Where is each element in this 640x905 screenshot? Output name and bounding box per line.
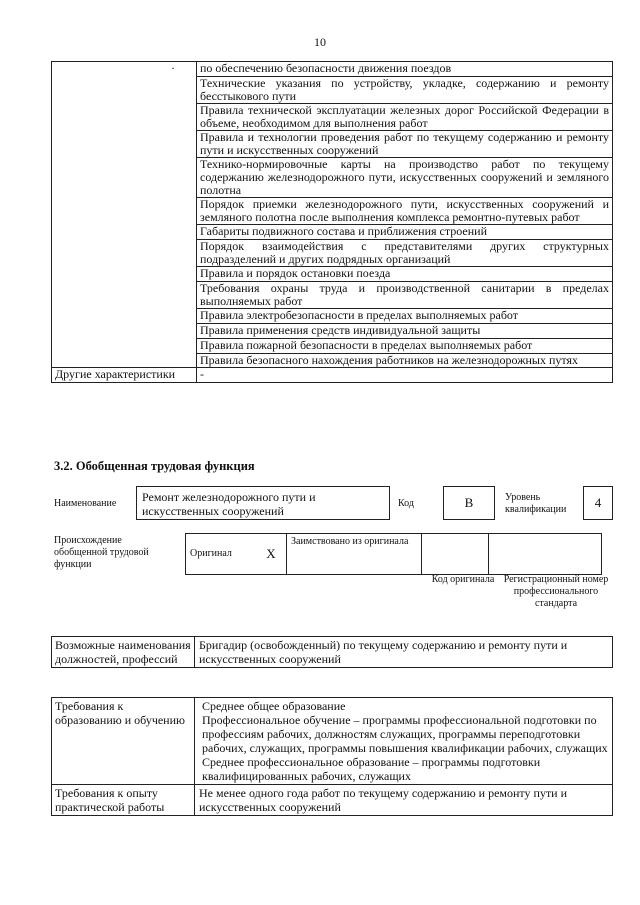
- occupations-value: Бригадир (освобожденный) по текущему содержанию и ремонту пути и искусственных сооружений: [195, 637, 613, 668]
- education-line: Среднее профессиональное образование – программы подготовки квалифицированных рабочих, служащих: [202, 755, 541, 783]
- reg-number-cell: [489, 534, 602, 575]
- knowledge-left-cell: [52, 62, 197, 368]
- occupations-table: [51, 636, 613, 668]
- table-row: [52, 637, 613, 668]
- origin-table: [185, 533, 602, 575]
- education-line: Среднее общее образование: [202, 699, 346, 713]
- other-characteristics-label: Другие характеристики: [52, 368, 197, 383]
- education-label: Требования к образованию и обучению: [52, 698, 195, 785]
- knowledge-item: Правила применения средств индивидуальной защиты: [197, 324, 613, 339]
- code-value: В: [443, 486, 495, 520]
- education-value: [195, 698, 613, 785]
- knowledge-item: Правила и технологии проведения работ по текущему содержанию и ремонту пути и искусственных сооружений: [197, 131, 613, 158]
- original-code-caption: Код оригинала: [431, 574, 495, 585]
- origin-label: Происхождение обобщенной трудовой функции: [54, 535, 149, 570]
- table-row: [52, 698, 613, 785]
- table-row: [52, 62, 613, 77]
- knowledge-item: по обеспечению безопасности движения поездов: [197, 62, 613, 77]
- occupations-label: Возможные наименования должностей, профессий: [52, 637, 195, 668]
- section-heading: 3.2. Обобщенная трудовая функция: [54, 459, 255, 473]
- borrowed-label: Заимствовано из оригинала: [287, 534, 422, 575]
- name-value: Ремонт железнодорожного пути и искусственных сооружений: [136, 486, 390, 520]
- requirements-table: [51, 697, 613, 816]
- knowledge-item: Правила электробезопасности в пределах выполняемых работ: [197, 309, 613, 324]
- original-mark: X: [256, 534, 287, 575]
- knowledge-item: Правила пожарной безопасности в пределах выполняемых работ: [197, 339, 613, 354]
- code-label: Код: [398, 498, 414, 509]
- knowledge-item: Порядок приемки железнодорожного пути, искусственных сооружений и земляного полотна после выполнения комплекса ремонтно-путевых работ: [197, 198, 613, 225]
- knowledge-item: Правила безопасного нахождения работников на железнодорожных путях: [197, 354, 613, 368]
- level-value: 4: [583, 486, 613, 520]
- table-row: [52, 368, 613, 383]
- knowledge-item: Технические указания по устройству, укладке, содержанию и ремонту бесстыкового пути: [197, 77, 613, 104]
- page-number: 10: [314, 35, 326, 49]
- original-code-cell: [422, 534, 489, 575]
- education-line: Профессиональное обучение – программы профессиональной подготовки по профессиям рабочих, должностям служащих, программы переподготовки рабочих, служащих, программы повышения квалификации рабочих, служащих: [202, 713, 608, 755]
- original-label: Оригинал: [186, 534, 257, 575]
- other-characteristics-value: -: [197, 368, 613, 383]
- knowledge-item: Порядок взаимодействия с представителями других структурных подразделений и других подрядных организаций: [197, 240, 613, 267]
- knowledge-item: Правила и порядок остановки поезда: [197, 267, 613, 282]
- name-label: Наименование: [54, 498, 117, 509]
- knowledge-item: Технико-нормировочные карты на производство работ по текущему содержанию железнодорожного пути, искусственных сооружений и земляного полотна: [197, 158, 613, 198]
- reg-number-caption: Регистрационный номер профессионального стандарта: [503, 574, 609, 609]
- level-label: Уровень квалификации: [505, 492, 567, 515]
- table-row: [52, 785, 613, 816]
- experience-label: Требования к опыту практической работы: [52, 785, 195, 816]
- knowledge-item: Требования охраны труда и производственной санитарии в пределах выполняемых работ: [197, 282, 613, 309]
- knowledge-table: [51, 61, 613, 383]
- knowledge-item: Габариты подвижного состава и приближения строений: [197, 225, 613, 240]
- left-mark: ·: [171, 61, 175, 75]
- experience-value: Не менее одного года работ по текущему содержанию и ремонту пути и искусственных сооружений: [195, 785, 613, 816]
- table-row: [186, 534, 602, 575]
- knowledge-item: Правила технической эксплуатации железных дорог Российской Федерации в объеме, необходимом для выполнения работ: [197, 104, 613, 131]
